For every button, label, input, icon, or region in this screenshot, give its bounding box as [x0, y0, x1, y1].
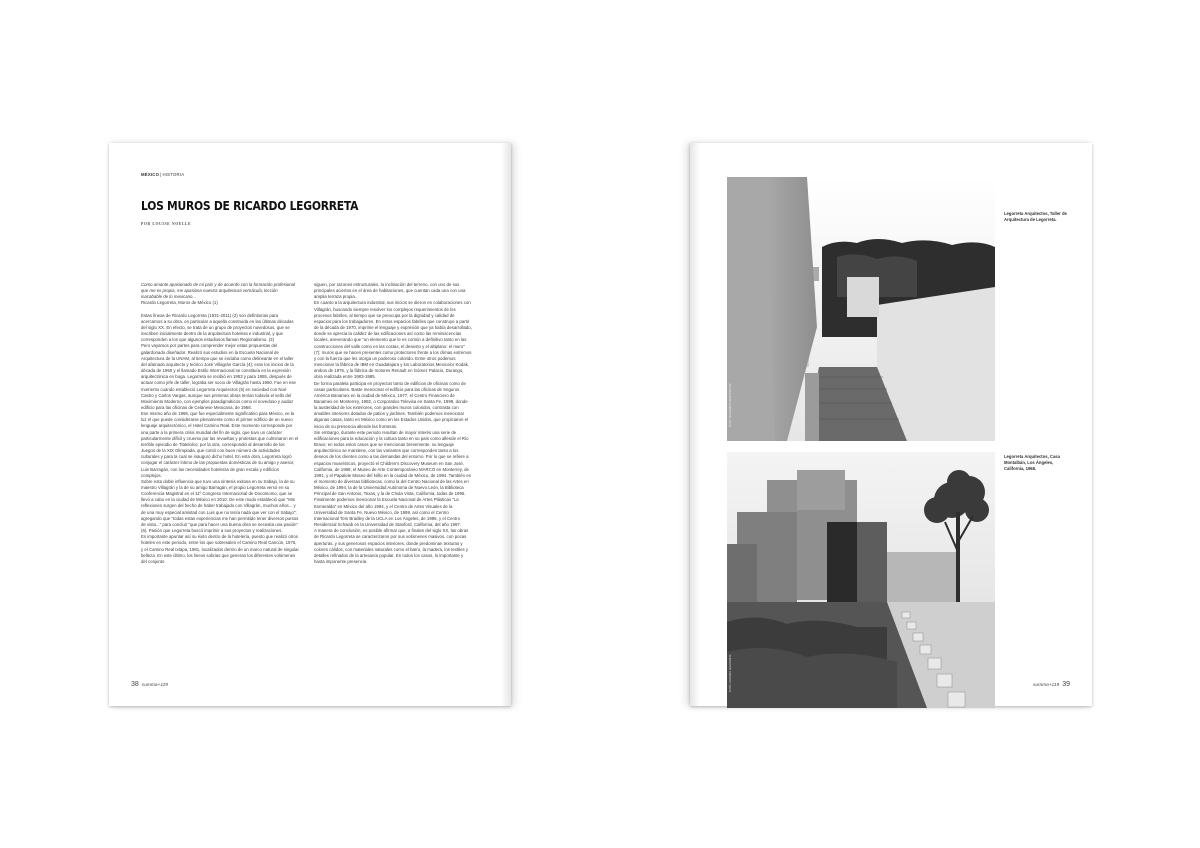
- epigraph-source: Ricardo Legorreta, Muros de México (1): [141, 300, 218, 306]
- left-page: [109, 143, 511, 706]
- paragraph: siguen, por razones estructurales, la inclinación del terreno, con uno de sus principales aciertos en el área de habitaciones, que cuentan cada una con una amplia terraza propia.: [314, 282, 466, 300]
- paragraph: De forma paralela participa en proyectos tanto de edificios de oficinas como de casas particulares. Baste mencionar el edificio para las oficinas de Seguros América Banamex en la ciudad de México, 1977, el Centro Financiero de Banamex en Monterrey, 1982, o Corporativo Televisa en Santa Fe, 1999, donde la austeridad de los exteriores, con grandes muros coloridos, contrasta con amables interiores dotados de patios y jardines. También podemos mencionar algunas casas, tanto en México como en los Estados Unidos, que propiciaron el inicio de su presencia allende las fronteras.: [314, 380, 469, 429]
- paragraph: Es importante apuntar así su éxito dentro de la hotelería, puesto que realizó otros hoteles en este periodo, entre los que sobresalen el Camino Real Cancún, 1975, y el Camino Real Ixtapa, 1981, localizados dentro de un marco natural de singular belleza. En este último, los lineos sobrias que generan los diferentes volúmenes del conjunto: [141, 534, 299, 564]
- paragraph: Ese mismo año de 1968, que fue especialmente significativo para México, ve la luz el que puede considerarse plenamente como el primer edificio de un nuevo lenguaje arquitectónico, el Hotel Camino Real. Este momento corresponde por una parte a la primera crisis mundial del fin de siglo, que tuvo un carácter particularmente difícil y cruento por las revueltas y protestas que culminaron en el terrible episodio de Tlatelolco; por la otra, correspondió al desarrollo de los Juegos de la XIX Olimpiada, que contó con buen número de actividades culturales y para la cual se inauguró dicho hotel. En esta obra, Legorreta logró conjugar el carácter íntimo de las propuestas domésticas de su amigo y asesor, Luis Barragán, con las necesidades hoteleras de gran escala y edificios complejos.: [141, 411, 299, 478]
- paragraph: En cuanto a la arquitectura industrial, sus inicios se dieron en colaboraciones con Villagrán, buscando siempre resolver los complejos requerimientos de los procesos fabriles, al tiempo que se preocupa por la dignidad y calidad de espacios para los trabajadores. En estos espacios fabriles que construye a partir de la década de 1970, imprime el lenguaje y expresión que ya había desarrollado, donde se aprecia la calidez de las edificaciones así como las reminiscencias locales, aseverando que "un elemento que le es común a definitivo tanto en las construcciones del valle como en las costas, el desierto y el altiplano: el muro" (7); muros que se hacen presentes como protectores frente a los climas extremos y con la fuerza que les otorga un poderoso colorido. Entre otros podemos mencionar la fábrica de IBM en Guadalajara y los Laboratorios Mexicolor Kodak, ambos de 1975, y la fábrica de motores Renault en Gómez Palacio, Durango, obra realizada entre 1983-1985.: [314, 300, 472, 380]
- article-title: LOS MUROS DE RICARDO LEGORRETA: [141, 198, 359, 213]
- photo-caption: Legorreta Arquitectos, Taller de Arquitectura de Legorreta.: [1004, 211, 1067, 222]
- paragraph: Estas líneas de Ricardo Legorreta (1931-2011) (2) son definitorias para acercarnos a su obra, en particular a aquella construida en las últimas décadas del siglo XX. En efecto, se trata de un grupo de proyectos novedosos, que se inscriben inicialmente dentro de la arquitectura hotelera e industrial, y que corresponden a los que algunos estudiosos llaman Regionalismo. (3): [141, 312, 294, 343]
- subsection-name: HISTORIA: [162, 172, 185, 177]
- paragraph: A manera de conclusión, es posible afirmar que, a finales del siglo XX, las obras de Ricardo Legorreta se caracterizaron por sus volúmenes masivos, con pocas aperturas, y sus generosos espacios interiores, donde predominan texturas y colores cálidos, con materiales naturales como el barro, la madera, los textiles y detalles refinados de la artesanía popular. En todos los casos, lo importante y hasta imponente presencia: [314, 528, 469, 565]
- paragraph: Sobre esta doble influencia que tuvo una síntesis exitosa en su trabajo, la de su maestro Villagrán y la de su amigo Barragán, el propio Legorreta versó en su Conferencia Magistral en el 11º Congreso Internacional de Docomomo, que se llevó a cabo en la ciudad de México en 2010. De este modo estableció que "Mis reflexiones surgen del hecho de haber trabajado con Villagrán, muchos años... y de una muy especial amistad con Luis que no tenía nada que ver con el trabajo"; agregando que "todas estas experiencias me han permitido tener diversos puntos de vista..." para concluir "que para hacer una buena obra se necesita una pasión" (6). Pasión que Legorreta buscó imprimir a sus proyectos y realizaciones.: [141, 478, 299, 534]
- right-page: [690, 143, 1092, 706]
- magazine-name: summa+119: [1033, 683, 1060, 688]
- photo-caption: Legorreta Arquitectos, Casa Montalbán, Los Ángeles, California, 1968.: [1004, 454, 1060, 471]
- text-column-1: [141, 282, 299, 565]
- photo-credit: FOTO: LOURDES LEGORRETA: [729, 654, 732, 692]
- section-label: MÉXICO|HISTORIA: [141, 172, 185, 177]
- photo-house-stepped-walls: [727, 452, 995, 708]
- photo-courtyard-walls: [727, 177, 995, 441]
- paragraph: Sin embargo, durante este periodo resultan de mayor interés una serie de edificaciones para la educación y la cultura tanto en su país como allende el Río Bravo; en todos estos casos que se mencionan brevemente, su lenguaje arquitectónico se mantiene, con las variantes que corresponden tanto a los deseos de los clientes como a las demandas del entorno. Por lo que se refiere a espacios museísticos, proyectó el Children's Discovery Museum en San José, California, de 1989, el Museo de Arte Contemporáneo MARCO en Monterrey, de 1991, y el Papalote Museo del Niño en la ciudad de México, de 1994. También es el momento de diversas bibliotecas, como la del Centro Nacional de las Artes en México, de 1994, la de la Universidad Autónoma de Nuevo León, la Biblioteca Principal de San Antonio, Texas, y la de Chula Vista, California, todas de 1995. Finalmente podemos mencionar la Escuela Nacional de Artes Plásticas "La Esmeralda" en México del año 1994, y el Centro de Artes Visuales de la Universidad de Santa Fe, Nuevo México, de 1999, así como el Centro Internacional Tom Bradley de la UCLA en Los Ángeles, de 1996, y el Centro Residencial Schwab en la Universidad de Stanford, California, del año 1997.: [314, 429, 471, 528]
- section-name: MÉXICO: [141, 172, 160, 177]
- text-column-2: [314, 282, 472, 565]
- epigraph: Como amante apasionado de mi país y de acuerdo con la formación profesional que me es propia, me apasiona nuestra arquitectura vernácula, lección inacabable de lo mexicano...: [141, 282, 296, 300]
- magazine-name: summa+119: [141, 683, 168, 688]
- article-byline: POR LOUISE NOELLE: [141, 222, 192, 226]
- page-folio-left: [131, 681, 168, 688]
- gutter-shadow: [690, 143, 700, 706]
- page-number: 39: [1062, 681, 1070, 688]
- page-number: 38: [131, 681, 139, 688]
- gutter-shadow: [501, 143, 511, 706]
- photo-credit: FOTO: LEGORRETA ARQUITECTOS: [729, 383, 732, 427]
- page-folio-right: [1033, 681, 1070, 688]
- paragraph: Pero vayamos por partes para comprender mejor estas propuestas del galardonado diseñador. Realizó sus estudios en la Escuela Nacional de Arquitectura de la UNAM, al tiempo que se iniciaba como delineante en el taller del afamado arquitecto y teórico José Villagrán García (4); eran los inicios de la década de 1950 y el llamado Estilo Internacional se constituía en la expresión arquitectónica en boga. Legorreta se recibió en 1953 y para 1955, después de actuar como jefe de taller, lograba ser socio de Villagrán hasta 1960. Fue en ese momento cuando estableció Legorreta Arquitectos (5) en sociedad con Noé Castro y Carlos Vargas, aunque sus primeras obras tenían todavía el sello del Movimiento Moderno, con ejemplos paradigmáticos como el novedoso y audaz edificio para las oficinas de Celanese Mexicana, de 1968.: [141, 343, 296, 410]
